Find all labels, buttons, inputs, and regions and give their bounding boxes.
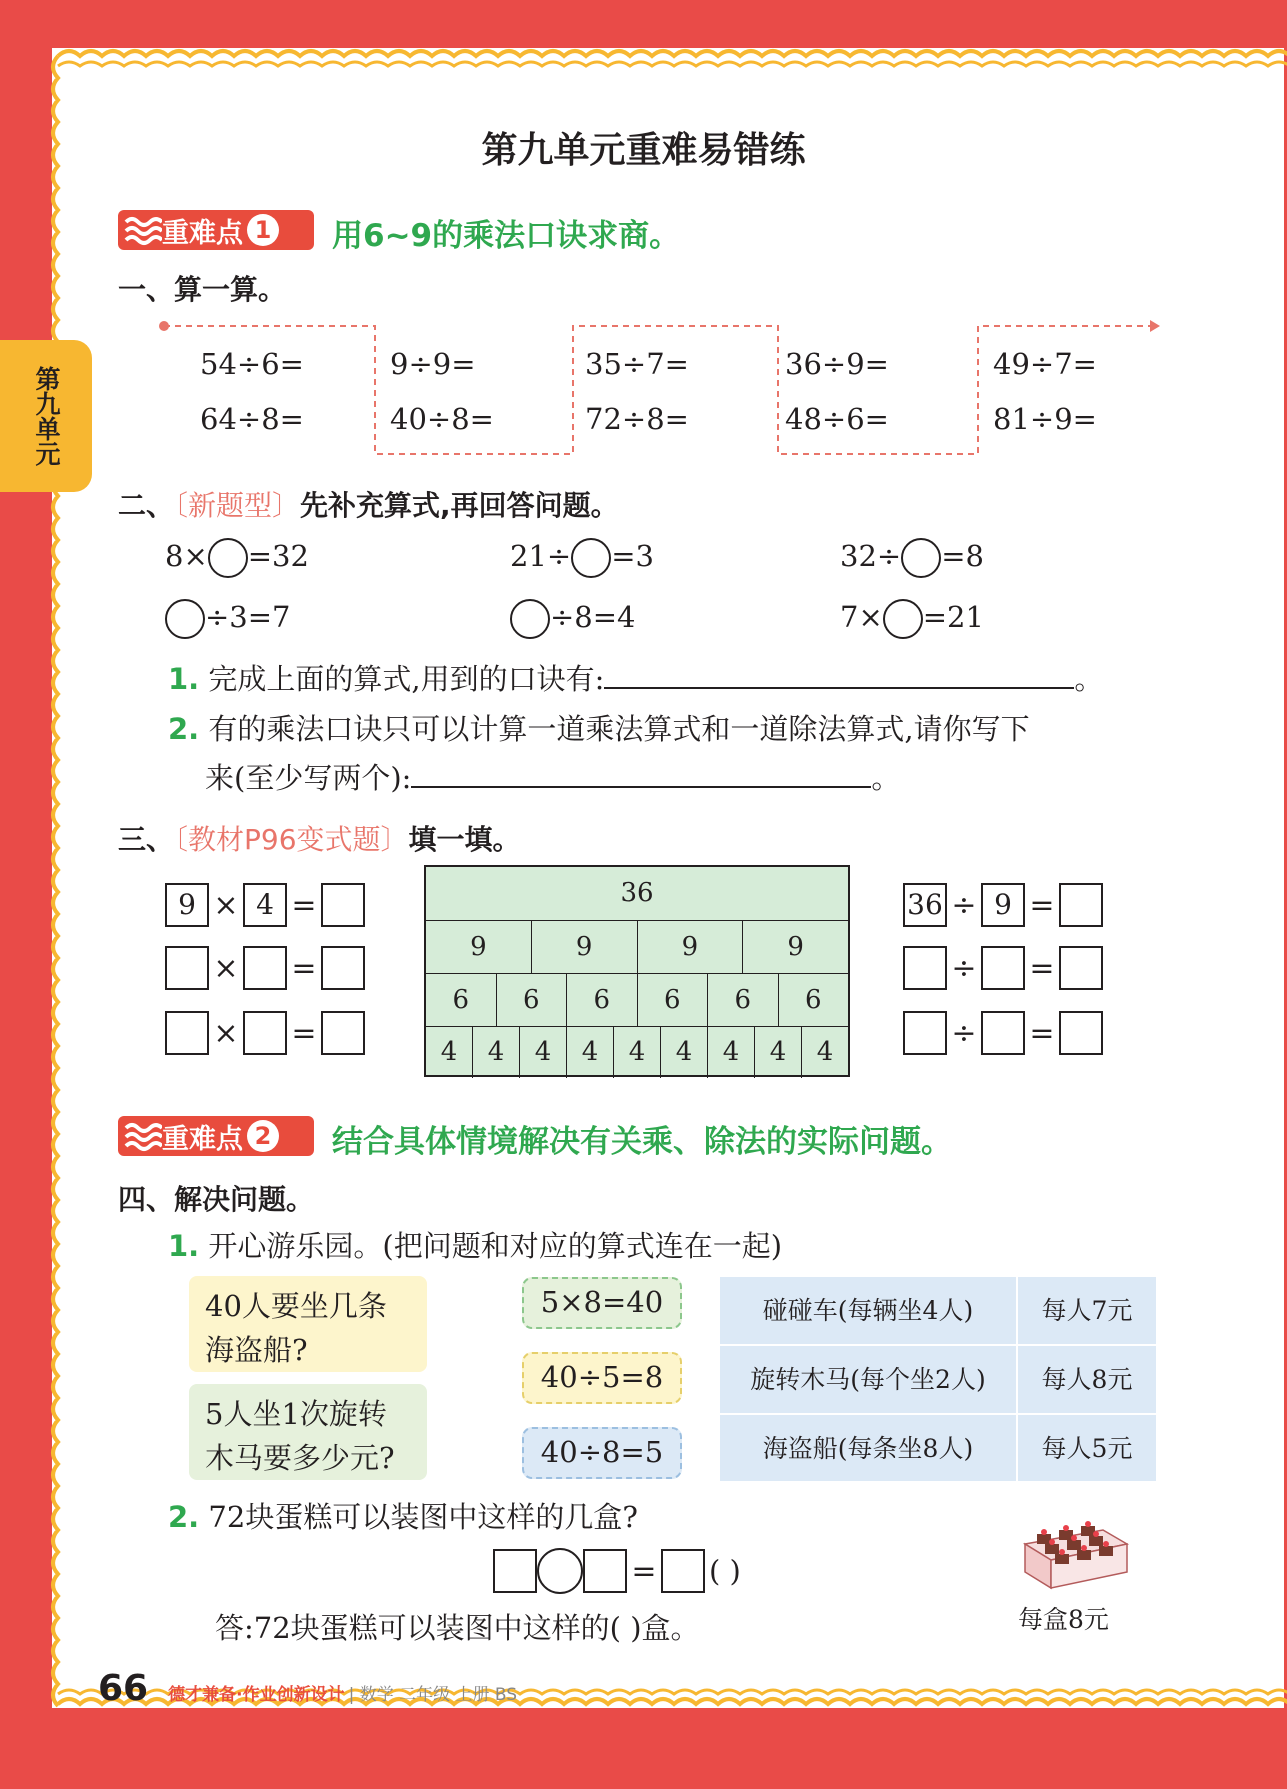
operator-circle[interactable] xyxy=(537,1548,583,1594)
answer-sentence: 答:72块蛋糕可以装图中这样的( )盒。 xyxy=(215,1611,700,1645)
key-point-badge-1 xyxy=(118,210,314,250)
blank-circle[interactable] xyxy=(883,599,923,639)
question-card-carousel[interactable]: 5人坐1次旋转木马要多少元? xyxy=(189,1384,427,1480)
calc-item: 36÷9= xyxy=(785,347,889,381)
grid-cell-6: 6 xyxy=(496,974,567,1026)
calc-item: 81÷9= xyxy=(993,402,1097,436)
fill-box[interactable] xyxy=(981,1011,1025,1055)
price-row xyxy=(720,1277,1156,1344)
grid-cell-6: 6 xyxy=(637,974,708,1026)
ride-price: 每人5元 xyxy=(1041,1434,1133,1463)
partition-grid xyxy=(424,865,850,1077)
grid-cell-9: 9 xyxy=(637,921,743,973)
question-tag: 〔新题型〕 xyxy=(174,489,301,522)
problem-number: 2. xyxy=(168,1500,200,1534)
grid-cell-4: 4 xyxy=(754,1027,801,1078)
fill-equation xyxy=(840,599,984,639)
waves-icon xyxy=(122,1116,162,1156)
question-card-pirate-ship[interactable]: 40人要坐几条海盗船? xyxy=(189,1276,427,1372)
subquestion-number: 1. xyxy=(168,662,200,696)
fill-box[interactable] xyxy=(321,883,365,927)
equals-sign: = xyxy=(1029,950,1055,986)
answer-line[interactable] xyxy=(411,760,871,788)
page-number: 66 xyxy=(98,1668,149,1709)
fill-box[interactable]: 4 xyxy=(243,883,287,927)
equation-card[interactable]: 40÷8=5 xyxy=(522,1427,682,1479)
calc-item: 54÷6= xyxy=(200,347,304,381)
badge-label: 重难点 xyxy=(162,217,243,249)
period: 。 xyxy=(1074,662,1104,696)
equals-sign: = xyxy=(631,1553,657,1589)
section-title: 先补充算式,再回答问题。 xyxy=(300,489,619,522)
subject-info: | 数学 二年级 上册 BS xyxy=(348,1685,518,1705)
fill-box[interactable] xyxy=(583,1549,627,1593)
fill-box[interactable] xyxy=(243,1011,287,1055)
equals-sign: = xyxy=(291,887,317,923)
badge-number: 1 xyxy=(247,214,279,246)
blank-circle[interactable] xyxy=(901,538,941,578)
fill-box[interactable] xyxy=(165,1011,209,1055)
eq-right: =21 xyxy=(922,600,984,634)
ride-name: 海盗船(每条坐8人) xyxy=(720,1415,1018,1482)
blank-circle[interactable] xyxy=(165,599,205,639)
period: 。 xyxy=(871,761,901,795)
ride-price-table xyxy=(720,1277,1156,1481)
grid-cell-4: 4 xyxy=(519,1027,566,1078)
subquestion-number: 2. xyxy=(168,712,200,746)
eq-right: =32 xyxy=(247,539,309,573)
fill-box[interactable] xyxy=(903,1011,947,1055)
grid-cell-4: 4 xyxy=(440,1037,458,1067)
section-title: 填一填。 xyxy=(408,823,521,856)
grid-cell-4: 4 xyxy=(566,1027,613,1078)
problem-text: 开心游乐园。(把问题和对应的算式连在一起) xyxy=(208,1229,783,1263)
problem-number: 1. xyxy=(168,1229,200,1263)
fill-box[interactable]: 9 xyxy=(165,883,209,927)
unit-blank[interactable]: ( ) xyxy=(709,1554,741,1588)
ride-name: 旋转木马(每个坐2人) xyxy=(720,1346,1018,1413)
grid-cell-4: 4 xyxy=(472,1027,519,1078)
eq-left: 8× xyxy=(165,539,208,573)
subquestion-2 xyxy=(168,707,1030,748)
section-3-heading xyxy=(118,818,521,858)
price-row xyxy=(720,1344,1156,1413)
badge-number: 2 xyxy=(247,1120,279,1152)
equals-sign: = xyxy=(1029,887,1055,923)
operator: × xyxy=(213,1015,239,1051)
grid-cell-6: 6 xyxy=(566,974,637,1026)
problem-2-equation xyxy=(493,1543,741,1599)
fill-box[interactable] xyxy=(661,1549,705,1593)
grid-cell-9: 9 xyxy=(531,921,637,973)
blank-circle[interactable] xyxy=(571,538,611,578)
subquestion-text: 有的乘法口诀只可以计算一道乘法算式和一道除法算式,请你写下 xyxy=(208,712,1030,746)
section-2-heading xyxy=(118,484,619,524)
eq-left: 32÷ xyxy=(840,539,902,573)
subquestion-1 xyxy=(168,657,1103,698)
equation-card[interactable]: 5×8=40 xyxy=(522,1277,682,1329)
waves-icon xyxy=(122,210,162,250)
answer-line[interactable] xyxy=(604,661,1074,689)
problem-2 xyxy=(168,1495,638,1536)
multiplication-fill-group xyxy=(165,876,365,1064)
eq-right: =8 xyxy=(941,539,984,573)
cake-box-icon xyxy=(1015,1516,1130,1600)
calc-item: 9÷9= xyxy=(390,347,476,381)
calc-item: 64÷8= xyxy=(200,402,304,436)
key-point-title-1: 用6~9的乘法口诀求商。 xyxy=(332,218,681,254)
equation-card[interactable]: 40÷5=8 xyxy=(522,1352,682,1404)
key-point-badge-2 xyxy=(118,1116,314,1156)
ride-name: 碰碰车(每辆坐4人) xyxy=(720,1277,1018,1344)
grid-cell-4: 4 xyxy=(660,1027,707,1078)
blank-circle[interactable] xyxy=(208,538,248,578)
equals-sign: = xyxy=(1029,1015,1055,1051)
fill-box[interactable] xyxy=(165,946,209,990)
fill-equation xyxy=(510,538,654,578)
badge-label: 重难点 xyxy=(162,1123,243,1155)
problem-text: 72块蛋糕可以装图中这样的几盒? xyxy=(208,1500,638,1534)
operator: × xyxy=(213,950,239,986)
fill-box[interactable] xyxy=(321,1011,365,1055)
series-name: 德才兼备·作业创新设计 xyxy=(168,1685,345,1705)
calc-item: 35÷7= xyxy=(585,347,689,381)
blank-circle[interactable] xyxy=(510,599,550,639)
eq-left: 7× xyxy=(840,600,883,634)
subquestion-text: 来(至少写两个): xyxy=(205,761,412,795)
cake-price-caption: 每盒8元 xyxy=(1018,1605,1109,1634)
fill-equation xyxy=(165,599,291,639)
page-title: 第九单元重难易错练 xyxy=(481,129,806,171)
ride-price: 每人8元 xyxy=(1041,1365,1133,1394)
fill-box[interactable] xyxy=(243,946,287,990)
question-tag: 〔教材P96变式题〕 xyxy=(174,823,409,856)
calc-item: 72÷8= xyxy=(585,402,689,436)
eq-left: 21÷ xyxy=(510,539,572,573)
grid-total-cell: 36 xyxy=(620,878,654,908)
subquestion-2-continued xyxy=(205,756,900,797)
fill-box[interactable] xyxy=(321,946,365,990)
fill-equation xyxy=(165,538,309,578)
eq-right: =3 xyxy=(611,539,654,573)
grid-cell-6: 6 xyxy=(707,974,778,1026)
eq-right: ÷8=4 xyxy=(550,600,636,634)
key-point-title-2: 结合具体情境解决有关乘、除法的实际问题。 xyxy=(332,1124,952,1160)
grid-cell-9: 9 xyxy=(742,921,848,973)
section-prefix: 二、 xyxy=(118,489,175,522)
grid-cell-4: 4 xyxy=(707,1027,754,1078)
eq-right: ÷3=7 xyxy=(205,600,291,634)
grid-cell-6: 6 xyxy=(452,985,470,1015)
calc-item: 40÷8= xyxy=(390,402,494,436)
fill-equation xyxy=(510,599,636,639)
price-row xyxy=(720,1413,1156,1482)
page-footer xyxy=(98,1668,517,1709)
fill-box[interactable] xyxy=(903,946,947,990)
fill-box[interactable] xyxy=(981,946,1025,990)
equals-sign: = xyxy=(291,1015,317,1051)
operator: ÷ xyxy=(951,887,977,923)
division-fill-group xyxy=(903,876,1103,1064)
calc-item: 48÷6= xyxy=(785,402,889,436)
fill-box[interactable] xyxy=(1059,883,1103,927)
operator: ÷ xyxy=(951,950,977,986)
fill-equation xyxy=(840,538,984,578)
fill-box[interactable] xyxy=(1059,946,1103,990)
fill-box[interactable] xyxy=(493,1549,537,1593)
grid-cell-4: 4 xyxy=(613,1027,660,1078)
grid-cell-6: 6 xyxy=(778,974,849,1026)
subquestion-text: 完成上面的算式,用到的口诀有: xyxy=(208,662,605,696)
grid-cell-9: 9 xyxy=(470,932,487,962)
equals-sign: = xyxy=(291,950,317,986)
unit-side-tab: 第九单元 xyxy=(0,340,92,492)
ride-price: 每人7元 xyxy=(1041,1296,1133,1325)
fill-box[interactable]: 36 xyxy=(903,883,947,927)
section-prefix: 三、 xyxy=(118,823,175,856)
fill-box[interactable]: 9 xyxy=(981,883,1025,927)
operator: × xyxy=(213,887,239,923)
calc-item: 49÷7= xyxy=(993,347,1097,381)
operator: ÷ xyxy=(951,1015,977,1051)
section-1-heading: 一、算一算。 xyxy=(118,273,287,306)
dashed-path-decoration xyxy=(150,318,1160,458)
section-4-heading: 四、解决问题。 xyxy=(118,1183,315,1216)
problem-1 xyxy=(168,1224,782,1265)
grid-cell-4: 4 xyxy=(801,1027,848,1078)
fill-box[interactable] xyxy=(1059,1011,1103,1055)
